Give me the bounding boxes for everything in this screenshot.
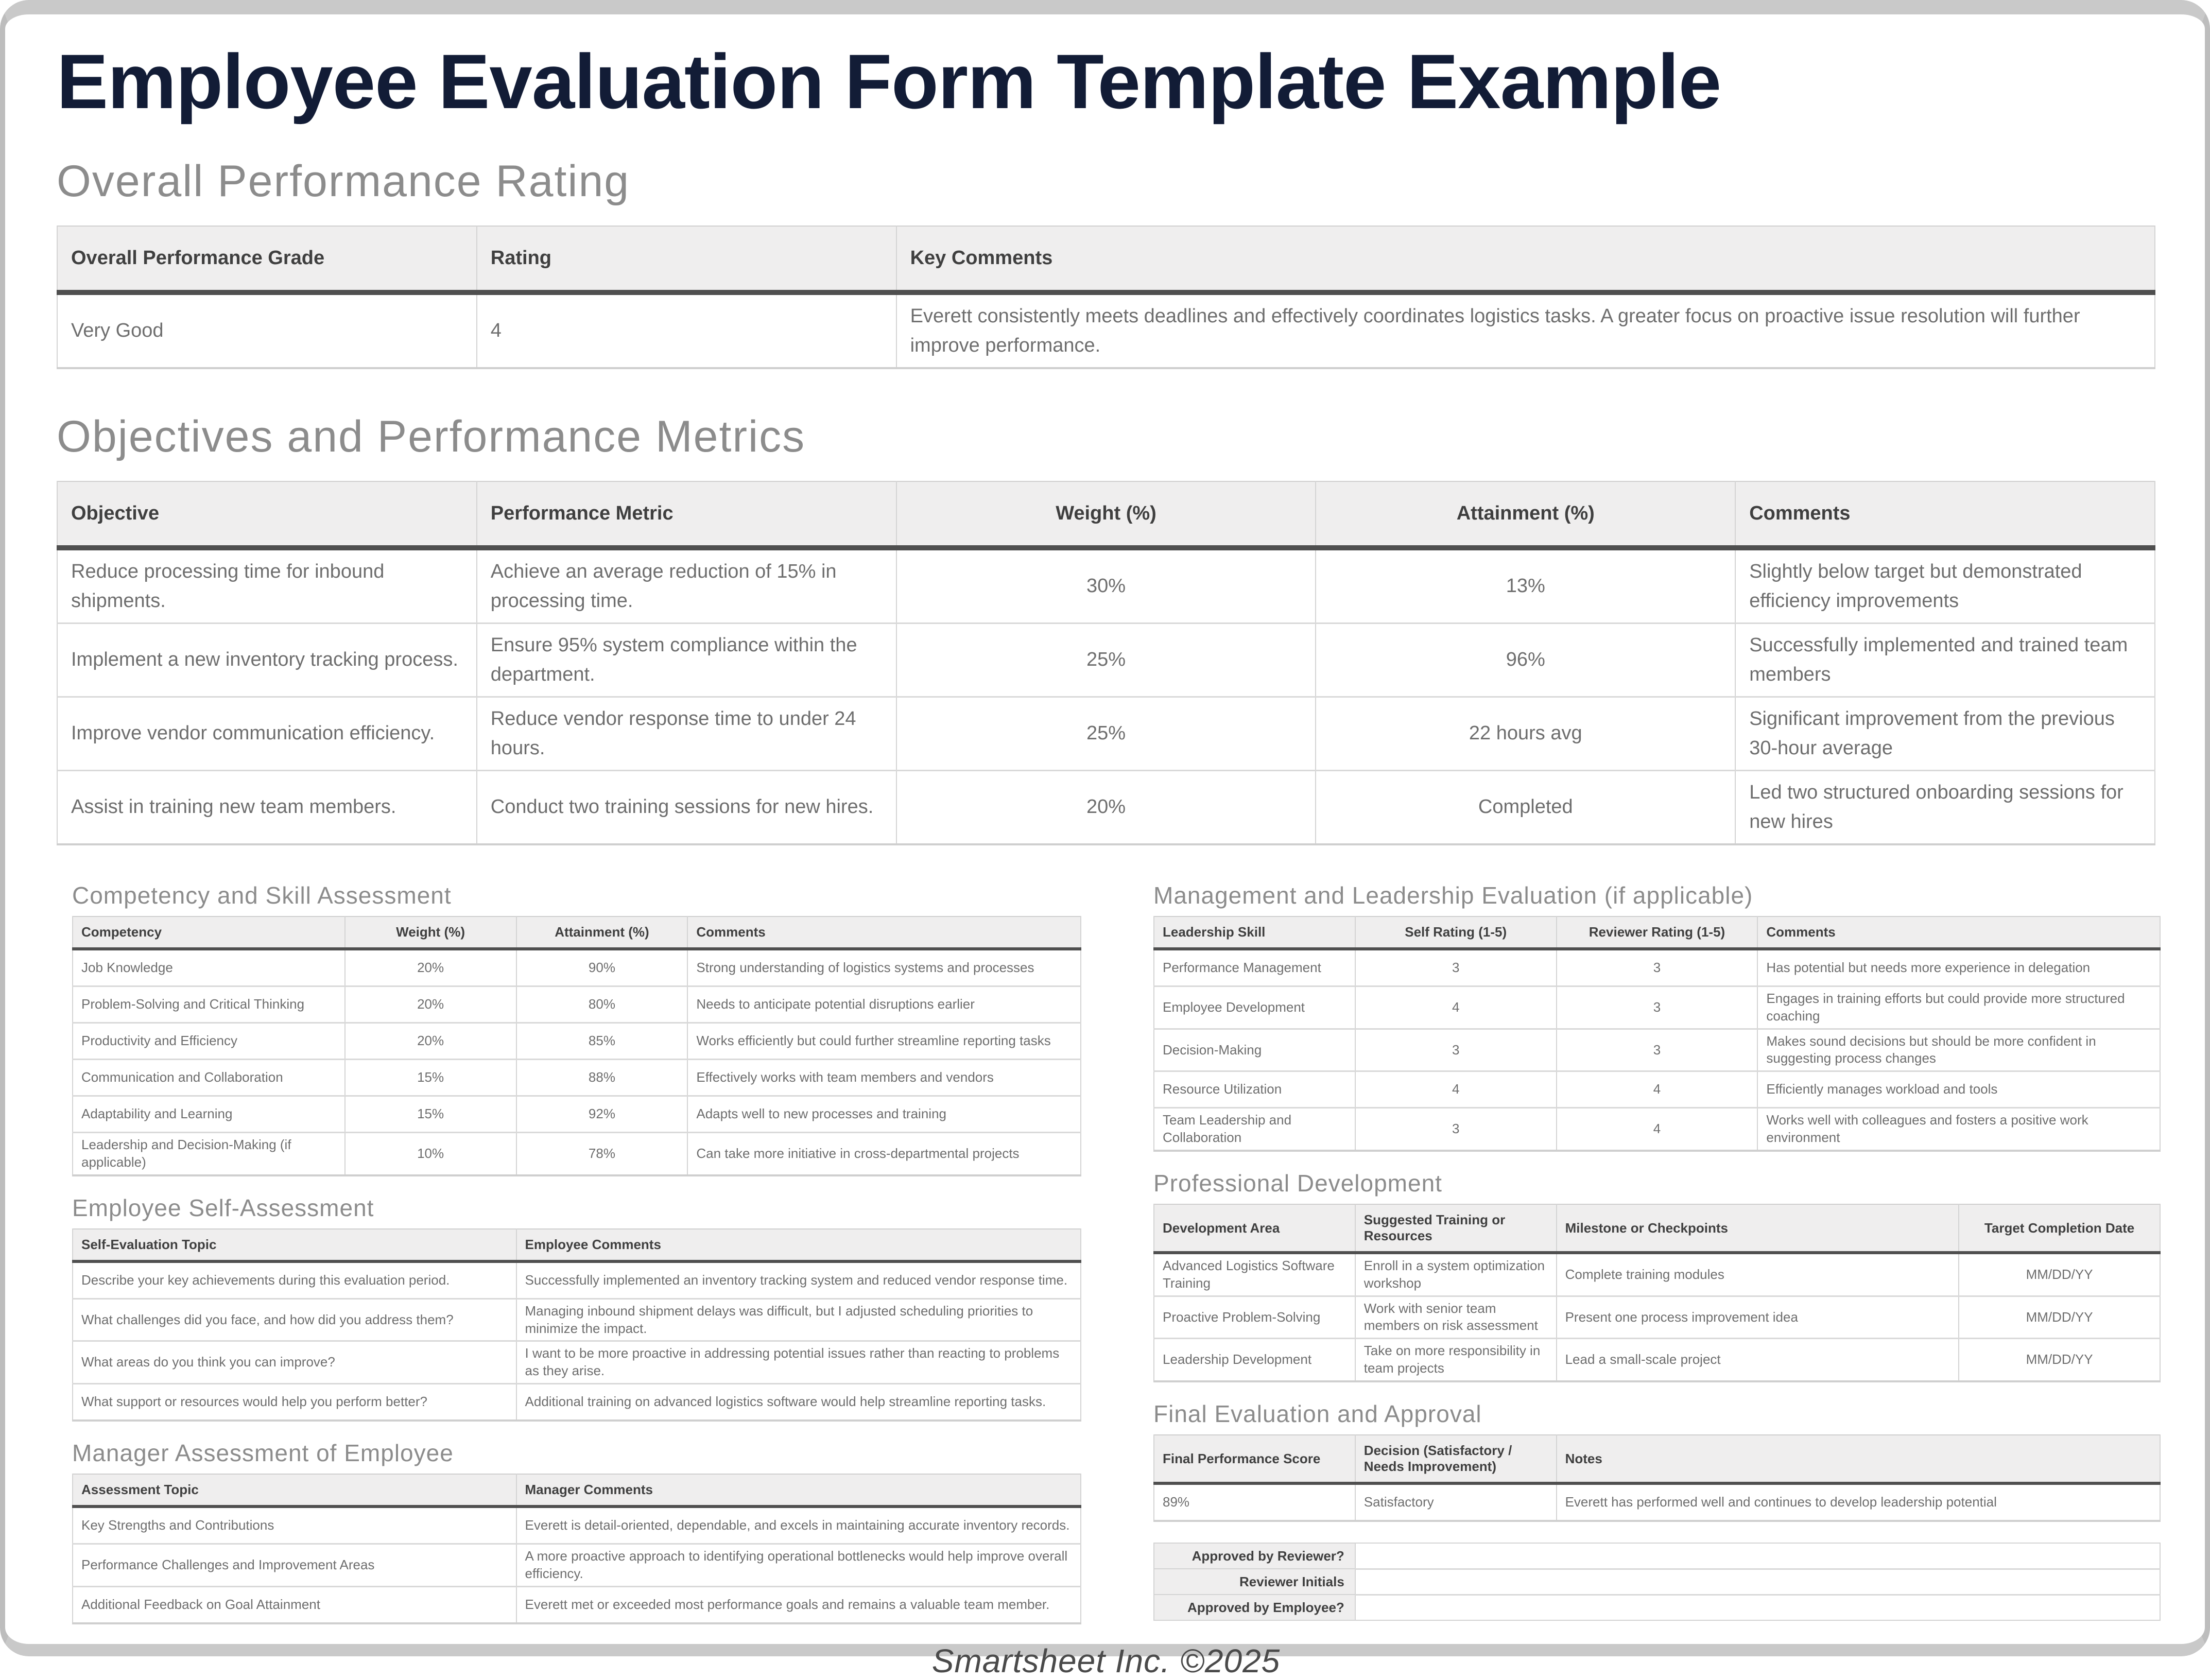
table-cell: Resource Utilization	[1154, 1071, 1355, 1108]
column-header: Weight (%)	[896, 481, 1316, 548]
table-cell: Team Leadership and Collaboration	[1154, 1108, 1355, 1151]
table-row	[73, 1298, 1081, 1341]
table-row	[73, 1133, 1081, 1175]
page-content	[5, 14, 2205, 1680]
table-row	[1154, 1595, 2160, 1620]
table-cell: Completed	[1316, 770, 1735, 844]
table-row	[1154, 986, 2160, 1029]
table-row	[1154, 1296, 2160, 1339]
column-header: Development Area	[1154, 1204, 1355, 1253]
table-cell: Describe your key achievements during this evaluation period.	[73, 1261, 516, 1299]
column-header: Rating	[477, 226, 896, 292]
table-cell: 3	[1557, 949, 1758, 986]
table-cell: 3	[1355, 949, 1557, 986]
table-cell: Decision-Making	[1154, 1029, 1355, 1071]
column-header: Objective	[57, 481, 477, 548]
left-column	[72, 881, 1081, 1624]
column-header: Self-Evaluation Topic	[73, 1229, 516, 1261]
professional-development-table	[1153, 1204, 2161, 1382]
table-cell: Advanced Logistics Software Training	[1154, 1253, 1355, 1296]
table-cell: Achieve an average reduction of 15% in processing time.	[477, 548, 896, 623]
table-row	[57, 292, 2155, 368]
column-header: Assessment Topic	[73, 1474, 516, 1506]
section-heading-professional-development: Professional Development	[1153, 1169, 1442, 1197]
table-cell: Assist in training new team members.	[57, 770, 477, 844]
table-cell: 4	[1557, 1071, 1758, 1108]
table-row	[1154, 1029, 2160, 1071]
table-cell: What challenges did you face, and how did you address them?	[73, 1298, 516, 1341]
page-title: Employee Evaluation Form Template Example	[57, 38, 1721, 125]
approval-value-cell	[1355, 1569, 2160, 1595]
table-cell: 92%	[516, 1096, 688, 1133]
table-row	[73, 1023, 1081, 1060]
footer-copyright: Smartsheet Inc. ©2025	[931, 1642, 1281, 1679]
table-row	[73, 1384, 1081, 1421]
table-cell: Makes sound decisions but should be more confident in suggesting process changes	[1757, 1029, 2160, 1071]
approval-label: Approved by Employee?	[1154, 1595, 1355, 1620]
table-cell: Everett consistently meets deadlines and effectively coordinates logistics tasks. A greater focus on proactive issue resolution will further improve performance.	[896, 292, 2155, 368]
table-header-row	[57, 481, 2155, 548]
table-row	[73, 1261, 1081, 1299]
table-cell: Everett is detail-oriented, dependable, and excels in maintaining accurate inventory records.	[516, 1506, 1081, 1544]
table-row	[1154, 1483, 2160, 1521]
section-competency	[72, 881, 1081, 1176]
table-header-row	[73, 916, 1081, 949]
table-cell: Key Strengths and Contributions	[73, 1506, 516, 1544]
two-column-area	[72, 881, 2155, 1624]
column-header: Attainment (%)	[516, 916, 688, 949]
table-cell: Complete training modules	[1557, 1253, 1959, 1296]
table-cell: Strong understanding of logistics systems and processes	[687, 949, 1081, 986]
column-header: Self Rating (1-5)	[1355, 916, 1557, 949]
leadership-evaluation-table	[1153, 916, 2161, 1152]
column-header: Leadership Skill	[1154, 916, 1355, 949]
column-header: Performance Metric	[477, 481, 896, 548]
section-overall-performance-rating	[57, 155, 2155, 369]
table-cell: Works well with colleagues and fosters a positive work environment	[1757, 1108, 2160, 1151]
table-row	[57, 548, 2155, 623]
table-cell: 3	[1557, 1029, 1758, 1071]
table-cell: Everett has performed well and continues to develop leadership potential	[1557, 1483, 2160, 1521]
section-objectives-metrics	[57, 410, 2155, 845]
table-cell: Needs to anticipate potential disruptions earlier	[687, 986, 1081, 1023]
table-cell: 4	[1355, 986, 1557, 1029]
column-header: Comments	[1735, 481, 2155, 548]
table-cell: Work with senior team members on risk assessment	[1355, 1296, 1557, 1339]
column-header: Notes	[1557, 1435, 2160, 1483]
table-header-row	[1154, 916, 2160, 949]
table-cell: MM/DD/YY	[1959, 1253, 2160, 1296]
table-cell: Lead a small-scale project	[1557, 1339, 1959, 1381]
table-cell: 3	[1355, 1108, 1557, 1151]
table-cell: Led two structured onboarding sessions for new hires	[1735, 770, 2155, 844]
table-cell: 80%	[516, 986, 688, 1023]
table-cell: Effectively works with team members and vendors	[687, 1060, 1081, 1096]
objectives-metrics-table	[57, 481, 2155, 845]
table-cell: Works efficiently but could further streamline reporting tasks	[687, 1023, 1081, 1060]
table-cell: 89%	[1154, 1483, 1355, 1521]
column-header: Final Performance Score	[1154, 1435, 1355, 1483]
table-cell: Communication and Collaboration	[73, 1060, 345, 1096]
table-cell: 20%	[345, 949, 516, 986]
table-cell: Efficiently manages workload and tools	[1757, 1071, 2160, 1108]
table-row	[73, 1506, 1081, 1544]
table-row	[73, 1341, 1081, 1384]
table-cell: 90%	[516, 949, 688, 986]
table-cell: 78%	[516, 1133, 688, 1175]
table-cell: Leadership and Decision-Making (if applicable)	[73, 1133, 345, 1175]
table-cell: Ensure 95% system compliance within the department.	[477, 623, 896, 697]
table-cell: Satisfactory	[1355, 1483, 1557, 1521]
table-cell: 4	[1355, 1071, 1557, 1108]
table-row	[57, 770, 2155, 844]
table-row	[57, 697, 2155, 770]
table-cell: 20%	[896, 770, 1316, 844]
table-cell: Reduce processing time for inbound shipments.	[57, 548, 477, 623]
table-row	[1154, 1569, 2160, 1595]
column-header: Reviewer Rating (1-5)	[1557, 916, 1758, 949]
table-cell: A more proactive approach to identifying operational bottlenecks would help improve overall efficiency.	[516, 1544, 1081, 1587]
table-cell: Implement a new inventory tracking process.	[57, 623, 477, 697]
column-header: Manager Comments	[516, 1474, 1081, 1506]
column-header: Overall Performance Grade	[57, 226, 477, 292]
table-cell: What areas do you think you can improve?	[73, 1341, 516, 1384]
table-cell: Job Knowledge	[73, 949, 345, 986]
table-header-row	[73, 1474, 1081, 1506]
manager-assessment-table	[72, 1474, 1081, 1624]
table-cell: 10%	[345, 1133, 516, 1175]
table-cell: 20%	[345, 1023, 516, 1060]
table-cell: 3	[1355, 1029, 1557, 1071]
section-heading-competency: Competency and Skill Assessment	[72, 881, 452, 909]
section-final-evaluation	[1153, 1400, 2161, 1522]
table-cell: Leadership Development	[1154, 1339, 1355, 1381]
table-cell: Everett met or exceeded most performance goals and remains a valuable team member.	[516, 1586, 1081, 1623]
table-cell: 3	[1557, 986, 1758, 1029]
table-cell: 25%	[896, 697, 1316, 770]
column-header: Decision (Satisfactory / Needs Improvement)	[1355, 1435, 1557, 1483]
table-row	[1154, 949, 2160, 986]
table-cell: Slightly below target but demonstrated efficiency improvements	[1735, 548, 2155, 623]
table-cell: 4	[477, 292, 896, 368]
table-header-row	[57, 226, 2155, 292]
section-heading-self-assessment: Employee Self-Assessment	[72, 1194, 374, 1221]
column-header: Weight (%)	[345, 916, 516, 949]
table-cell: Performance Management	[1154, 949, 1355, 986]
table-row	[1154, 1071, 2160, 1108]
column-header: Comments	[687, 916, 1081, 949]
table-cell: Additional training on advanced logistics software would help streamline reporting tasks.	[516, 1384, 1081, 1421]
table-cell: I want to be more proactive in addressing potential issues rather than reacting to problems as they arise.	[516, 1341, 1081, 1384]
section-heading-overall: Overall Performance Rating	[57, 156, 630, 206]
final-evaluation-table	[1153, 1434, 2161, 1522]
table-cell: Successfully implemented and trained team members	[1735, 623, 2155, 697]
table-row	[1154, 1543, 2160, 1569]
competency-table	[72, 916, 1081, 1176]
table-row	[73, 1060, 1081, 1096]
table-cell: Engages in training efforts but could provide more structured coaching	[1757, 986, 2160, 1029]
table-cell: Has potential but needs more experience in delegation	[1757, 949, 2160, 986]
table-header-row	[1154, 1435, 2160, 1483]
self-assessment-table	[72, 1228, 1081, 1422]
table-row	[1154, 1108, 2160, 1151]
table-cell: Can take more initiative in cross-departmental projects	[687, 1133, 1081, 1175]
section-professional-development	[1153, 1169, 2161, 1382]
table-cell: Conduct two training sessions for new hires.	[477, 770, 896, 844]
table-cell: Present one process improvement idea	[1557, 1296, 1959, 1339]
column-header: Milestone or Checkpoints	[1557, 1204, 1959, 1253]
overall-performance-table	[57, 226, 2155, 369]
table-cell: Enroll in a system optimization workshop	[1355, 1253, 1557, 1296]
section-heading-leadership: Management and Leadership Evaluation (if applicable)	[1153, 881, 1753, 909]
table-cell: 30%	[896, 548, 1316, 623]
table-cell: Problem-Solving and Critical Thinking	[73, 986, 345, 1023]
table-row	[1154, 1253, 2160, 1296]
table-cell: Productivity and Efficiency	[73, 1023, 345, 1060]
table-cell: Take on more responsibility in team projects	[1355, 1339, 1557, 1381]
table-cell: Very Good	[57, 292, 477, 368]
table-cell: Improve vendor communication efficiency.	[57, 697, 477, 770]
table-cell: MM/DD/YY	[1959, 1339, 2160, 1381]
section-heading-final-evaluation: Final Evaluation and Approval	[1153, 1400, 1482, 1427]
table-cell: Performance Challenges and Improvement Areas	[73, 1544, 516, 1587]
table-row	[73, 986, 1081, 1023]
table-cell: 15%	[345, 1096, 516, 1133]
table-cell: Adapts well to new processes and training	[687, 1096, 1081, 1133]
approval-value-cell	[1355, 1543, 2160, 1569]
column-header: Employee Comments	[516, 1229, 1081, 1261]
column-header: Suggested Training or Resources	[1355, 1204, 1557, 1253]
section-manager-assessment	[72, 1439, 1081, 1624]
table-cell: Adaptability and Learning	[73, 1096, 345, 1133]
table-cell: Significant improvement from the previous 30-hour average	[1735, 697, 2155, 770]
right-column	[1153, 881, 2161, 1624]
table-row	[73, 1096, 1081, 1133]
table-cell: Employee Development	[1154, 986, 1355, 1029]
table-cell: 85%	[516, 1023, 688, 1060]
table-row	[1154, 1339, 2160, 1381]
table-row	[73, 1586, 1081, 1623]
table-header-row	[73, 1229, 1081, 1261]
section-heading-objectives: Objectives and Performance Metrics	[57, 411, 806, 461]
table-row	[73, 949, 1081, 986]
table-cell: Reduce vendor response time to under 24 hours.	[477, 697, 896, 770]
section-leadership-evaluation	[1153, 881, 2161, 1152]
approval-label: Reviewer Initials	[1154, 1569, 1355, 1595]
table-cell: 13%	[1316, 548, 1735, 623]
table-cell: 15%	[345, 1060, 516, 1096]
table-cell: 20%	[345, 986, 516, 1023]
column-header: Attainment (%)	[1316, 481, 1735, 548]
table-cell: What support or resources would help you perform better?	[73, 1384, 516, 1421]
table-cell: 88%	[516, 1060, 688, 1096]
approval-table	[1153, 1543, 2161, 1621]
section-self-assessment	[72, 1194, 1081, 1422]
table-cell: 22 hours avg	[1316, 697, 1735, 770]
table-cell: MM/DD/YY	[1959, 1296, 2160, 1339]
column-header: Comments	[1757, 916, 2160, 949]
column-header: Competency	[73, 916, 345, 949]
table-header-row	[1154, 1204, 2160, 1253]
table-cell: 4	[1557, 1108, 1758, 1151]
table-cell: 96%	[1316, 623, 1735, 697]
column-header: Target Completion Date	[1959, 1204, 2160, 1253]
section-heading-manager-assessment: Manager Assessment of Employee	[72, 1440, 454, 1467]
table-cell: Successfully implemented an inventory tracking system and reduced vendor response time.	[516, 1261, 1081, 1299]
approval-value-cell	[1355, 1595, 2160, 1620]
table-row	[57, 623, 2155, 697]
table-cell: Proactive Problem-Solving	[1154, 1296, 1355, 1339]
table-row	[73, 1544, 1081, 1587]
column-header: Key Comments	[896, 226, 2155, 292]
approval-label: Approved by Reviewer?	[1154, 1543, 1355, 1569]
table-cell: 25%	[896, 623, 1316, 697]
table-cell: Additional Feedback on Goal Attainment	[73, 1586, 516, 1623]
table-cell: Managing inbound shipment delays was difficult, but I adjusted scheduling priorities to minimize the impact.	[516, 1298, 1081, 1341]
